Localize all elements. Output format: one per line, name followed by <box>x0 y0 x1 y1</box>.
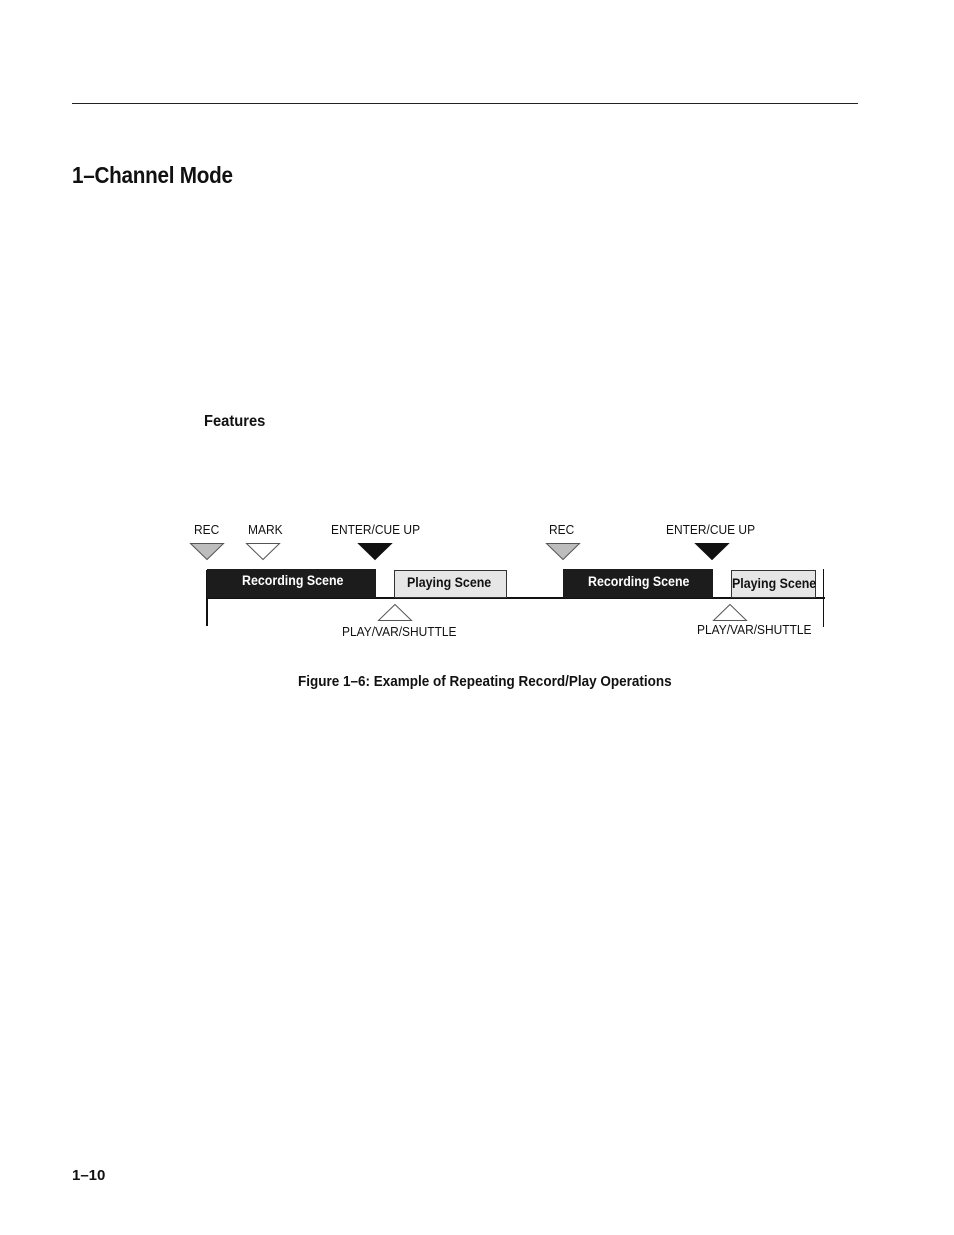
recording-scene-bar-2 <box>563 569 713 598</box>
header-rule <box>72 103 858 104</box>
recording-scene-label-2: Recording Scene <box>588 574 690 589</box>
rec-label-2: REC <box>549 522 575 537</box>
play-marker-2-icon <box>713 604 747 621</box>
figure-caption: Figure 1–6: Example of Repeating Record/Play Operations <box>298 673 672 690</box>
enter-cue-up-label-2: ENTER/CUE UP <box>666 522 756 537</box>
enter-marker-2-icon <box>695 543 729 560</box>
section-heading: Features <box>204 413 266 430</box>
page-title: 1–Channel Mode <box>72 162 233 188</box>
play-var-shuttle-label-1: PLAY/VAR/SHUTTLE <box>342 624 457 639</box>
playing-scene-label-1: Playing Scene <box>407 575 492 590</box>
recording-scene-bar-1 <box>207 569 376 598</box>
playing-scene-bar-1 <box>394 570 507 598</box>
enter-marker-1-icon <box>358 543 392 560</box>
play-marker-1-icon <box>378 604 412 621</box>
timeline-end-tick <box>823 569 824 627</box>
rec-label-1: REC <box>194 522 220 537</box>
rec-marker-2-icon <box>546 543 580 560</box>
enter-cue-up-label-1: ENTER/CUE UP <box>331 522 421 537</box>
playing-scene-bar-2 <box>731 570 816 598</box>
recording-scene-label-1: Recording Scene <box>242 573 344 588</box>
playing-scene-label-2: Playing Scene <box>732 576 817 591</box>
mark-marker-icon <box>246 543 280 560</box>
play-var-shuttle-label-2: PLAY/VAR/SHUTTLE <box>697 622 812 637</box>
rec-marker-1-icon <box>190 543 224 560</box>
mark-label: MARK <box>248 522 283 537</box>
page-number: 1–10 <box>72 1167 106 1184</box>
